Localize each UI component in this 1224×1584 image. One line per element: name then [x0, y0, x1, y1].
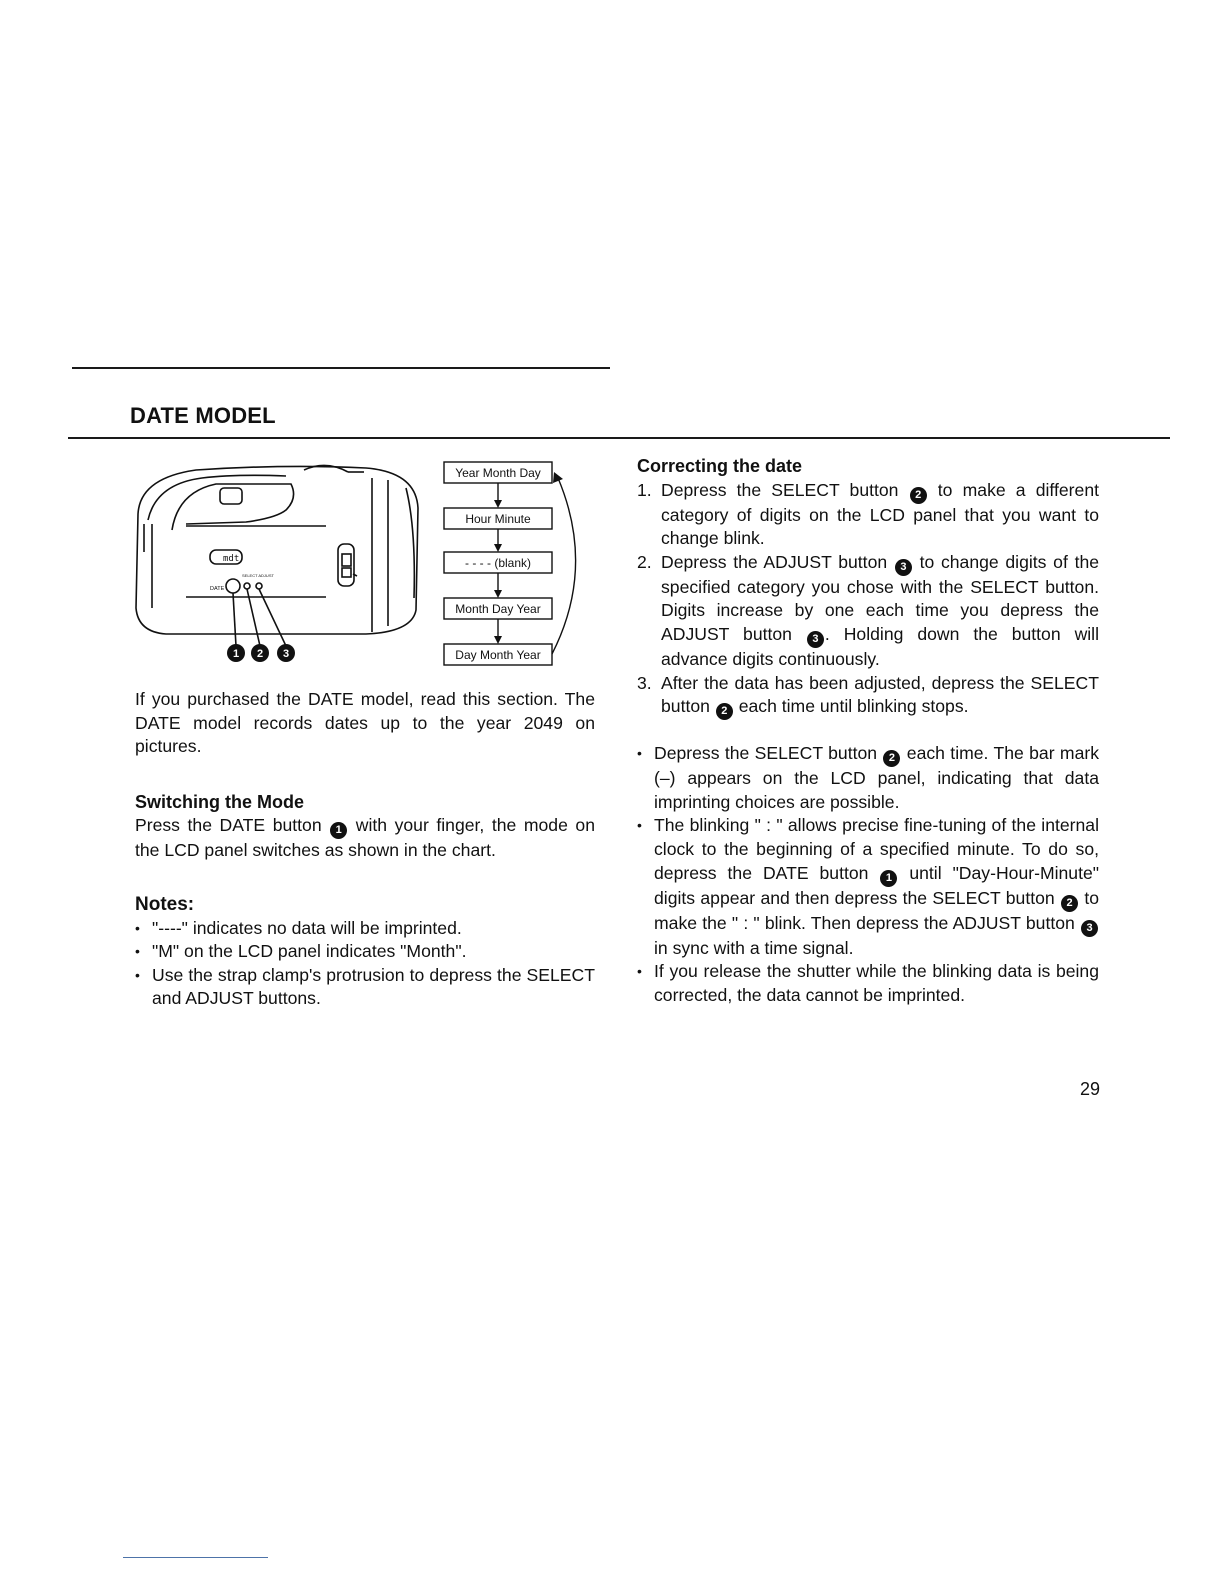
flow-step-1: Year Month Day: [455, 466, 541, 480]
tip-item: • If you release the shutter while the blinking data is being corrected, the data cannot be imprinted.: [637, 960, 1099, 1007]
step-3-number: 3.: [637, 672, 652, 693]
callout-1-label: 1: [232, 648, 240, 660]
callout-3-label: 3: [282, 648, 290, 660]
circled-3-icon: 3: [895, 559, 912, 576]
top-rule: [72, 367, 610, 369]
flow-step-4: Month Day Year: [455, 602, 541, 616]
lcd-readout: mdt: [223, 554, 240, 564]
callout-markers: [227, 644, 295, 662]
flow-step-2: Hour Minute: [465, 512, 531, 526]
camera-diagram: [126, 458, 606, 678]
date-button-label: DATE: [210, 586, 225, 592]
correcting-date-heading: Correcting the date: [637, 456, 803, 476]
notes-list: [135, 917, 595, 1011]
note-item: • Use the strap clamp's protrusion to depress the SELECT and ADJUST buttons.: [135, 964, 595, 1011]
switching-mode-heading: Switching the Mode: [135, 791, 304, 812]
tip-2-text-c: to make the " : " blink. Then depress the ADJUST button: [654, 887, 1099, 933]
mode-flow-chart: [444, 462, 576, 665]
step-1-text-b: to make a different category of digits on the LCD panel that you want to change blink.: [661, 479, 1099, 549]
circled-1-icon: 1: [330, 822, 347, 839]
step-2-text-a: Depress the ADJUST button: [661, 551, 888, 572]
note-item: • "M" on the LCD panel indicates "Month".: [135, 940, 595, 964]
callout-2-label: 2: [256, 648, 264, 660]
correcting-steps: [637, 479, 1099, 721]
notes-heading: Notes:: [135, 893, 195, 915]
step-2-number: 2.: [637, 551, 652, 572]
note-item: • "----" indicates no data will be imprinted.: [135, 917, 595, 941]
circled-3-icon: 3: [807, 631, 824, 648]
page-title: DATE MODEL: [130, 403, 276, 428]
step-2: [637, 551, 1099, 672]
right-column: [637, 455, 1099, 1007]
select-adjust-label: SELECT ADJUST: [242, 573, 274, 578]
page-number: 29: [1080, 1079, 1101, 1099]
camera-back-illustration: [136, 465, 418, 646]
circled-3-icon: 3: [1081, 920, 1098, 937]
step-1: [637, 479, 1099, 551]
flow-return-arrow: [552, 478, 576, 654]
tip-2-text-a: The blinking " : " allows precise fine-tuning of the internal clock to the beginning of a specified minute. To do so, depress the DATE button: [654, 815, 1099, 883]
header-rule: [68, 437, 1170, 439]
intro-paragraph: If you purchased the DATE model, read this section. The DATE model records dates up to the year 2049 on pictures.: [135, 689, 595, 757]
bottom-rule: [123, 1557, 268, 1558]
circled-2-icon: 2: [716, 703, 733, 720]
switching-text-before: Press the DATE button: [135, 815, 322, 836]
tip-item: [637, 814, 1099, 960]
tip-1-text-b: each time. The bar mark (–) appears on the LCD panel, indicating that data imprinting choices are possible.: [654, 743, 1100, 812]
step-1-text-a: Depress the SELECT button: [661, 479, 899, 500]
tip-item: [637, 742, 1099, 814]
flow-step-5: Day Month Year: [455, 648, 541, 662]
tip-1-text-a: Depress the SELECT button: [654, 743, 878, 764]
step-3-text-b: each time until blinking stops.: [738, 696, 969, 717]
tip-2-text-b: until "Day-Hour-Minute" digits appear and then depress the SELECT button: [654, 862, 1100, 908]
step-3: [637, 672, 1099, 721]
circled-1-icon: 1: [880, 870, 897, 887]
flow-step-3: - - - - (blank): [465, 556, 531, 570]
circled-2-icon: 2: [1061, 895, 1078, 912]
step-3-text-a: After the data has been adjusted, depress the SELECT button: [661, 672, 1099, 717]
camera-diagram-svg: [126, 458, 606, 678]
switching-mode-paragraph: [135, 814, 595, 863]
circled-2-icon: 2: [910, 487, 927, 504]
step-1-number: 1.: [637, 479, 652, 500]
left-column: [135, 688, 595, 1011]
tip-2-text-d: in sync with a time signal.: [654, 937, 854, 958]
step-2-text-b: to change digits of the specified category you chose with the SELECT button. Digits increase by one each time you depress the ADJUST button: [661, 551, 1100, 644]
tips-list: [637, 742, 1099, 1007]
switching-text-after: with your finger, the mode on the LCD panel switches as shown in the chart.: [135, 815, 595, 861]
step-2-text-c: . Holding down the button will advance digits continuously.: [661, 623, 1099, 669]
circled-2-icon: 2: [883, 750, 900, 767]
